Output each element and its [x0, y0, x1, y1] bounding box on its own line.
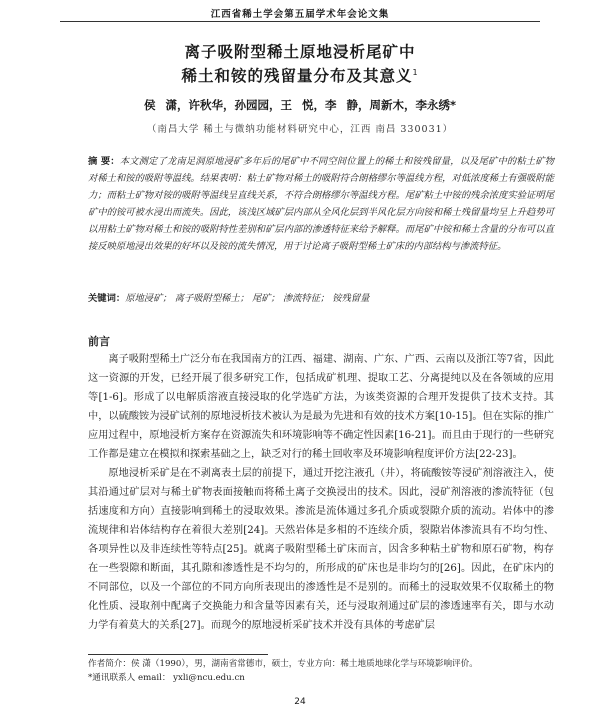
affiliation: （南昌大学 稀土与微纳功能材料研究中心，江西 南昌 330031） [146, 124, 454, 135]
section-title-preface: 前言 [88, 335, 110, 348]
running-head: 江西省稀土学会第五届学术年会论文集 [210, 9, 390, 20]
title-line2-text: 稀土和铵的残留量分布及其意义 [181, 67, 413, 85]
title-footnote-mark: 1 [412, 67, 419, 77]
keywords-text: 原地浸矿； 离子吸附型稀土； 尾矿； 渗流特征； 铵残留量 [125, 293, 370, 304]
keywords-label: 关键词： [88, 293, 126, 304]
body-paragraph-2: 原地浸析采矿是在不剥离表土层的前提下，通过开挖注液孔（井），将硫酸铵等浸矿剂溶液注入，使其沿通过矿层对与稀土矿物表面接触而将稀土离子交换浸出的技术。因此，浸矿剂溶液的渗流特征（包括速度和方向）直接影响到稀土的浸取效果。渗流是流体通过多孔介质或裂隙介质的流动。岩体中的渗流规律和岩体结构存在着很大差别[24]。天然岩体是多相的不连续介质，裂隙岩体渗流具有不均匀性、各项异性以及非连续性等特点[25]。就离子吸附型稀土矿床而言，因含多种粘土矿物和原石矿物，构存在一些裂隙和断面，其孔隙和渗透性是不均匀的，所形成的矿床也是非均匀的[26]。因此，在矿床内的不同部位，以及一个部位的不同方向所表现出的渗透性是不是别的。而稀土的浸取效果不仅取稀土的物化性质、浸取剂中配离子交换能力和含量等因素有关，还与浸取剂通过矿层的渗透速率有关，即与水动力学有着莫大的关系[27]。而现今的原地浸析采矿技术并没有具体的考虑矿层 [88, 468, 554, 631]
author-list: 侯 潇，许秋华，孙园园，王 悦，李 静，周新木，李永绣* [143, 98, 457, 112]
paper-title-line1 [0, 40, 600, 62]
paper-title-line2 [0, 64, 600, 86]
abstract [88, 153, 554, 255]
body-text [88, 350, 554, 635]
keywords [88, 292, 554, 306]
abstract-label: 摘 要： [88, 156, 120, 167]
footnote-rule [88, 654, 268, 655]
header-rule [60, 21, 540, 22]
footnote-contact: *通讯联系人 email： yxli@ncu.edu.cn [88, 673, 245, 683]
title-line1-text: 离子吸附型稀土原地浸析尾矿中 [184, 43, 416, 61]
footnote-author-bio: 作者简介：侯 潇（1990），男，湖南省常德市，硕士，专业方向：稀土地质地球化学与环境影响评价。 [88, 659, 478, 669]
page-number: 24 [294, 697, 306, 707]
abstract-text: 本文测定了龙南足洞原地浸矿多年后的尾矿中不同空间位置上的稀土和铵残留量，以及尾矿中的粘土矿物对稀土和铵的吸附等温线。结果表明：粘土矿物对稀土的吸附符合朗格缪尔等温线方程，对低浓度稀土有强吸附能力；而粘土矿物对铵的吸附等温线呈直线关系，不符合朗格缪尔等温线方程。尾矿粘土中铵的残余浓度实验证明尾矿中的铵可被水浸出而流失。因此，该浅区域矿层内部从全风化层到半风化层方向铵和稀土残留量均呈上升趋势可以用粘土矿物对稀土和铵的吸附特性差别和矿层内部的渗透特征来给予解释。而尾矿中铵和稀土含量的分布可以直接反映原地浸出效果的好坏以及铵的流失情况，用于讨论离子吸附型稀土矿床的内部结构与渗流特征。 [88, 156, 554, 252]
body-paragraph-1: 离子吸附型稀土广泛分布在我国南方的江西、福建、湖南、广东、广西、云南以及浙江等7省，因此这一资源的开发，已经开展了很多研究工作，包括成矿机理、提取工艺、分离提纯以及在各领域的应用等[1-6]。形成了以电解质溶液直接浸取的化学选矿方法，为该类资源的合理开发提供了技术支持。其中，以硫酸铵为浸矿试剂的原地浸析技术被认为是最为先进和有效的技术方案[10-15]。但在实际的推广应用过程中，原地浸析方案存在资源流失和环境影响等不确定性因素[16-21]。而且由于现行的一些研究工作都是建立在模拟和探索基础之上，缺乏对行的稀土回收率及环境影响程度评价方法[22-23]。 [88, 354, 554, 460]
